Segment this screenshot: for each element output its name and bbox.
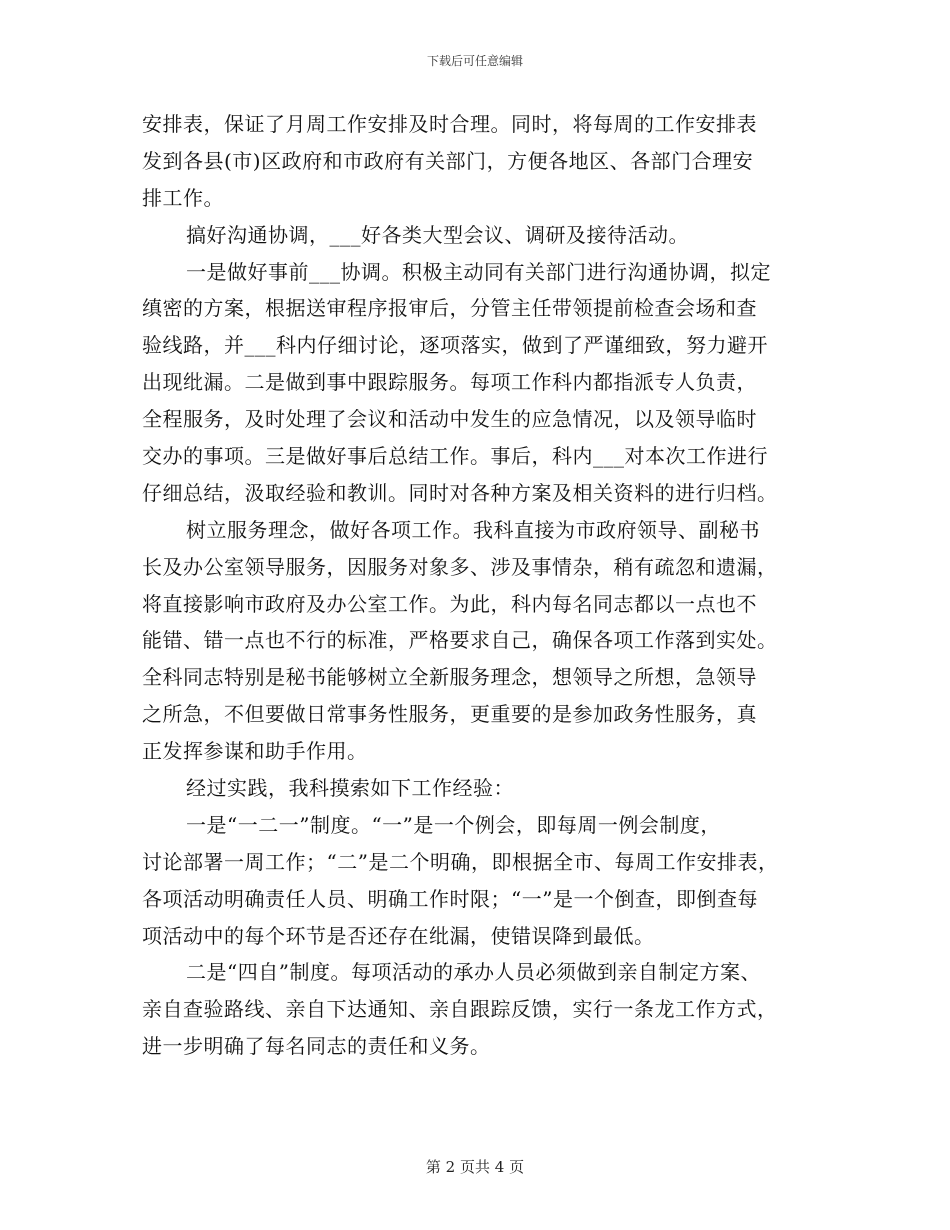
body-text-line: 发到各县(市)区政府和市政府有关部门，方便各地区、各部门合理安 — [142, 148, 754, 173]
body-text-line: 之所急，不但要做日常事务性服务，更重要的是参加政务性服务，真 — [142, 702, 757, 727]
body-text-line: 出现纰漏。二是做到事中跟踪服务。每项工作科内都指派专人负责， — [142, 370, 757, 395]
body-text-line: 安排表，保证了月周工作安排及时合理。同时，将每周的工作安排表 — [142, 112, 757, 136]
page-footer: 第 2 页共 4 页 — [425, 1158, 525, 1176]
body-text-line: 交办的事项。三是做好事后总结工作。事后，科内___对本次工作进行 — [142, 444, 768, 469]
body-text-line: 项活动中的每个环节是否还存在纰漏，使错误降到最低。 — [142, 923, 655, 948]
body-text-line: 能错、错一点也不行的标准，严格要求自己，确保各项工作落到实处。 — [142, 628, 778, 653]
body-text-line: 进一步明确了每名同志的责任和义务。 — [142, 1034, 491, 1059]
body-text-line: 亲自查验路线、亲自下达通知、亲自跟踪反馈，实行一条龙工作方式， — [142, 997, 778, 1022]
document-body — [142, 106, 812, 1065]
body-text-line: 正发挥参谋和助手作用。 — [142, 739, 368, 764]
body-text-line: 各项活动明确责任人员、明确工作时限；“一”是一个倒查，即倒查每 — [142, 886, 758, 911]
body-text-line: 经过实践，我科摸索如下工作经验： — [186, 776, 514, 801]
body-text-line: 长及办公室领导服务，因服务对象多、涉及事情杂，稍有疏忽和遗漏， — [142, 554, 778, 579]
body-text-line: 一是“一二一”制度。“一”是一个例会，即每周一例会制度， — [186, 812, 721, 837]
body-text-line: 全程服务，及时处理了会议和活动中发生的应急情况，以及领导临时 — [142, 407, 757, 432]
body-text-line: 验线路，并___科内仔细讨论，逐项落实，做到了严谨细致，努力避开 — [142, 333, 768, 358]
body-text-line: 排工作。 — [142, 185, 224, 210]
page-header: 下载后可任意编辑 — [426, 54, 523, 68]
body-text-line: 缜密的方案，根据送审程序报审后，分管主任带领提前检查会场和查 — [142, 296, 757, 321]
body-text-line: 树立服务理念，做好各项工作。我科直接为市政府领导、副秘书 — [186, 517, 760, 542]
body-text-line: 讨论部署一周工作；“二”是二个明确，即根据全市、每周工作安排表， — [142, 849, 779, 874]
body-text-line: 仔细总结，汲取经验和教训。同时对各种方案及相关资料的进行归档。 — [142, 480, 778, 505]
body-text-line: 全科同志特别是秘书能够树立全新服务理念，想领导之所想，急领导 — [142, 665, 757, 690]
body-text-line: 搞好沟通协调，___好各类大型会议、调研及接待活动。 — [186, 222, 689, 247]
body-text-line: 一是做好事前___协调。积极主动同有关部门进行沟通协调，拟定 — [186, 259, 771, 284]
body-text-line: 二是“四自”制度。每项活动的承办人员必须做到亲自制定方案、 — [186, 960, 761, 985]
body-text-line: 将直接影响市政府及办公室工作。为此，科内每名同志都以一点也不 — [142, 591, 757, 616]
